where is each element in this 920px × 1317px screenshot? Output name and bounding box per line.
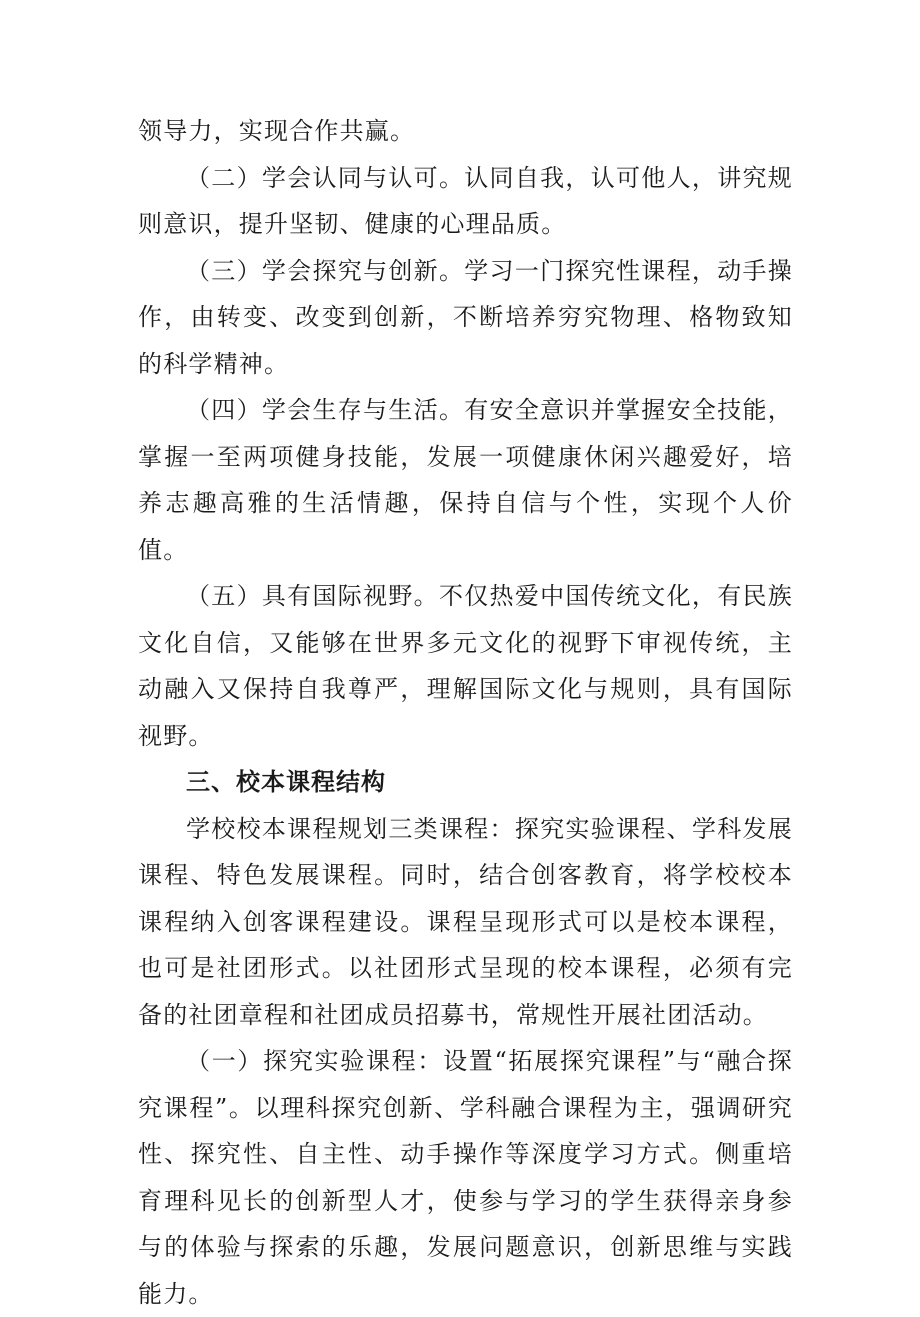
paragraph-item-4: （四）学会生存与生活。有安全意识并掌握安全技能，掌握一至两项健身技能，发展一项健康休闲兴趣爱好，培养志趣高雅的生活情趣，保持自信与个性，实现个人价值。 xyxy=(138,396,793,564)
paragraph-item-2: （二）学会认同与认可。认同自我，认可他人，讲究规则意识，提升坚韧、健康的心理品质。 xyxy=(138,163,793,238)
body-text xyxy=(138,108,793,1317)
paragraph-subsection-1: （一）探究实验课程：设置“拓展探究课程”与“融合探究课程”。以理科探究创新、学科融合课程为主，强调研究性、探究性、自主性、动手操作等深度学习方式。侧重培育理科见长的创新型人才，使参与学习的学生获得亲身参与的体验与探索的乐趣，发展问题意识，创新思维与实践能力。 xyxy=(138,1047,793,1308)
paragraph-item-5: （五）具有国际视野。不仅热爱中国传统文化，有民族文化自信，又能够在世界多元文化的视野下审视传统，主动融入又保持自我尊严，理解国际文化与规则，具有国际视野。 xyxy=(138,582,793,750)
paragraph-continuation: 领导力，实现合作共赢。 xyxy=(138,117,416,145)
paragraph-section-intro: 学校校本课程规划三类课程：探究实验课程、学科发展课程、特色发展课程。同时，结合创客教育，将学校校本课程纳入创客课程建设。课程呈现形式可以是校本课程，也可是社团形式。以社团形式呈现的校本课程，必须有完备的社团章程和社团成员招募书，常规性开展社团活动。 xyxy=(138,814,793,1029)
paragraph-item-3: （三）学会探究与创新。学习一门探究性课程，动手操作，由转变、改变到创新，不断培养穷究物理、格物致知的科学精神。 xyxy=(138,256,793,378)
section-heading-3: 三、校本课程结构 xyxy=(186,768,386,796)
